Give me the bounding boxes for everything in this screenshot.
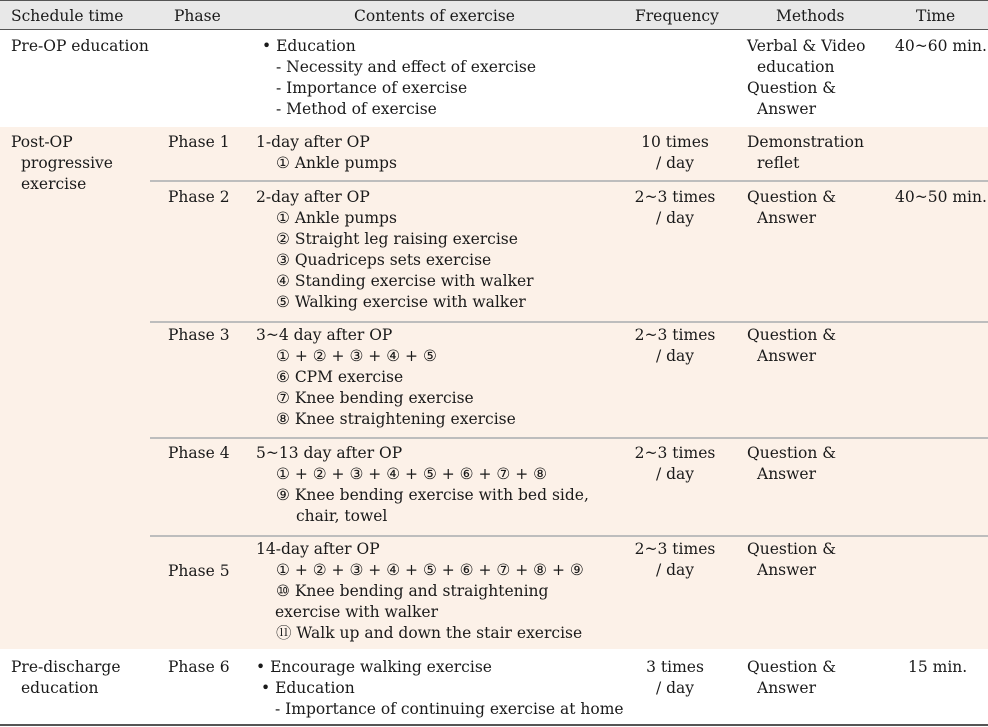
phase-separator: [150, 180, 988, 182]
pre-discharge-methods: [747, 657, 836, 699]
content-line: ② Straight leg raising exercise: [276, 230, 518, 248]
phase-4-contents: [256, 443, 589, 527]
frequency-line: 2~3 times: [634, 444, 716, 462]
content-line: 3~4 day after OP: [256, 326, 393, 344]
method-line: Question &: [747, 188, 837, 206]
header-phase: Phase: [174, 7, 221, 25]
table-bottom-rule: [0, 724, 988, 726]
phase-4-frequency: [625, 443, 725, 485]
phase-1-methods: [747, 132, 864, 174]
header-contents: Contents of exercise: [354, 7, 515, 25]
phase-3-contents: [256, 325, 516, 430]
content-line: - Importance of continuing exercise at home: [275, 700, 624, 718]
phase-1-contents: [256, 132, 397, 174]
method-line: Answer: [757, 347, 816, 365]
content-line: 2-day after OP: [256, 188, 370, 206]
method-line: Question &: [747, 658, 837, 676]
table-header: [0, 0, 988, 30]
pre-discharge-time: 15 min.: [908, 658, 968, 676]
method-line: Verbal & Video: [747, 37, 866, 55]
schedule-line: progressive: [21, 154, 113, 172]
post-op-time: 40~50 min.: [895, 188, 987, 206]
content-line: ⑥ CPM exercise: [276, 368, 404, 386]
method-line: Demonstration: [747, 133, 864, 151]
content-line: - Method of exercise: [276, 100, 437, 118]
frequency-line: / day: [655, 209, 695, 227]
schedule-line: education: [21, 679, 99, 697]
phase-5-label: Phase 5: [168, 562, 230, 580]
content-line: - Necessity and effect of exercise: [276, 58, 537, 76]
content-line: ⑨ Knee bending exercise with bed side,: [276, 486, 589, 504]
phase-3-label: Phase 3: [168, 326, 230, 344]
method-line: reflet: [757, 154, 800, 172]
header-frequency: Frequency: [635, 7, 719, 25]
phase-2-label: Phase 2: [168, 188, 230, 206]
content-line: ⑩ Knee bending and straightening: [276, 582, 549, 600]
method-line: Answer: [757, 465, 816, 483]
content-line: chair, towel: [296, 507, 388, 525]
method-line: Answer: [757, 679, 816, 697]
phase-6-label: Phase 6: [168, 658, 230, 676]
content-line: • Encourage walking exercise: [256, 658, 492, 676]
content-line: 14-day after OP: [256, 540, 380, 558]
phase-1-label: Phase 1: [168, 133, 230, 151]
schedule-line: Pre-discharge: [11, 658, 121, 676]
schedule-line: exercise: [21, 175, 87, 193]
header-schedule-time: Schedule time: [11, 7, 124, 25]
method-line: Question &: [747, 79, 837, 97]
content-line: ④ Standing exercise with walker: [276, 272, 534, 290]
frequency-line: / day: [655, 154, 695, 172]
frequency-line: / day: [655, 679, 695, 697]
pre-op-contents: [262, 36, 536, 120]
content-line: ③ Quadriceps sets exercise: [276, 251, 492, 269]
pre-op-methods: [747, 36, 865, 120]
method-line: Answer: [757, 209, 816, 227]
content-line: ⑧ Knee straightening exercise: [276, 410, 516, 428]
pre-discharge-schedule: [11, 657, 121, 699]
content-line: ① Ankle pumps: [276, 209, 397, 227]
content-line: ⑦ Knee bending exercise: [276, 389, 474, 407]
phase-1-frequency: [625, 132, 725, 174]
method-line: education: [757, 58, 835, 76]
phase-separator: [150, 535, 988, 537]
method-line: Question &: [747, 540, 837, 558]
phase-4-label: Phase 4: [168, 444, 230, 462]
content-line: 1-day after OP: [256, 133, 370, 151]
schedule-line: Post-OP: [11, 133, 73, 151]
phase-5-frequency: [625, 539, 725, 581]
content-line: 5~13 day after OP: [256, 444, 403, 462]
content-line: ① + ② + ③ + ④ + ⑤ + ⑥ + ⑦ + ⑧ + ⑨: [276, 561, 584, 579]
phase-2-methods: [747, 187, 836, 229]
content-line: ① Ankle pumps: [276, 154, 397, 172]
frequency-line: 2~3 times: [634, 188, 716, 206]
frequency-line: 2~3 times: [634, 540, 716, 558]
pre-op-schedule: Pre-OP education: [11, 37, 149, 55]
pre-discharge-frequency: [625, 657, 725, 699]
frequency-line: 2~3 times: [634, 326, 716, 344]
phase-separator: [150, 437, 988, 439]
content-line: ⑤ Walking exercise with walker: [276, 293, 526, 311]
header-time: Time: [916, 7, 956, 25]
phase-4-methods: [747, 443, 836, 485]
phase-2-frequency: [625, 187, 725, 229]
content-line: exercise with walker: [275, 603, 438, 621]
method-line: Question &: [747, 444, 837, 462]
content-line: • Education: [262, 37, 356, 55]
content-line: - Importance of exercise: [276, 79, 468, 97]
content-line: ① + ② + ③ + ④ + ⑤ + ⑥ + ⑦ + ⑧: [276, 465, 548, 483]
header-methods: Methods: [776, 7, 845, 25]
phase-3-frequency: [625, 325, 725, 367]
phase-separator: [150, 321, 988, 323]
content-line: ⑪ Walk up and down the stair exercise: [276, 624, 583, 642]
phase-3-methods: [747, 325, 836, 367]
content-line: • Education: [261, 679, 355, 697]
content-line: ① + ② + ③ + ④ + ⑤: [276, 347, 437, 365]
frequency-line: / day: [655, 465, 695, 483]
pre-op-time: 40~60 min.: [895, 37, 987, 55]
method-line: Answer: [757, 100, 816, 118]
frequency-line: 3 times: [646, 658, 704, 676]
pre-discharge-contents: [256, 657, 624, 720]
method-line: Answer: [757, 561, 816, 579]
phase-5-contents: [256, 539, 584, 644]
post-op-schedule: [11, 132, 113, 195]
method-line: Question &: [747, 326, 837, 344]
phase-5-methods: [747, 539, 836, 581]
frequency-line: / day: [655, 561, 695, 579]
frequency-line: / day: [655, 347, 695, 365]
phase-2-contents: [256, 187, 534, 313]
frequency-line: 10 times: [641, 133, 709, 151]
